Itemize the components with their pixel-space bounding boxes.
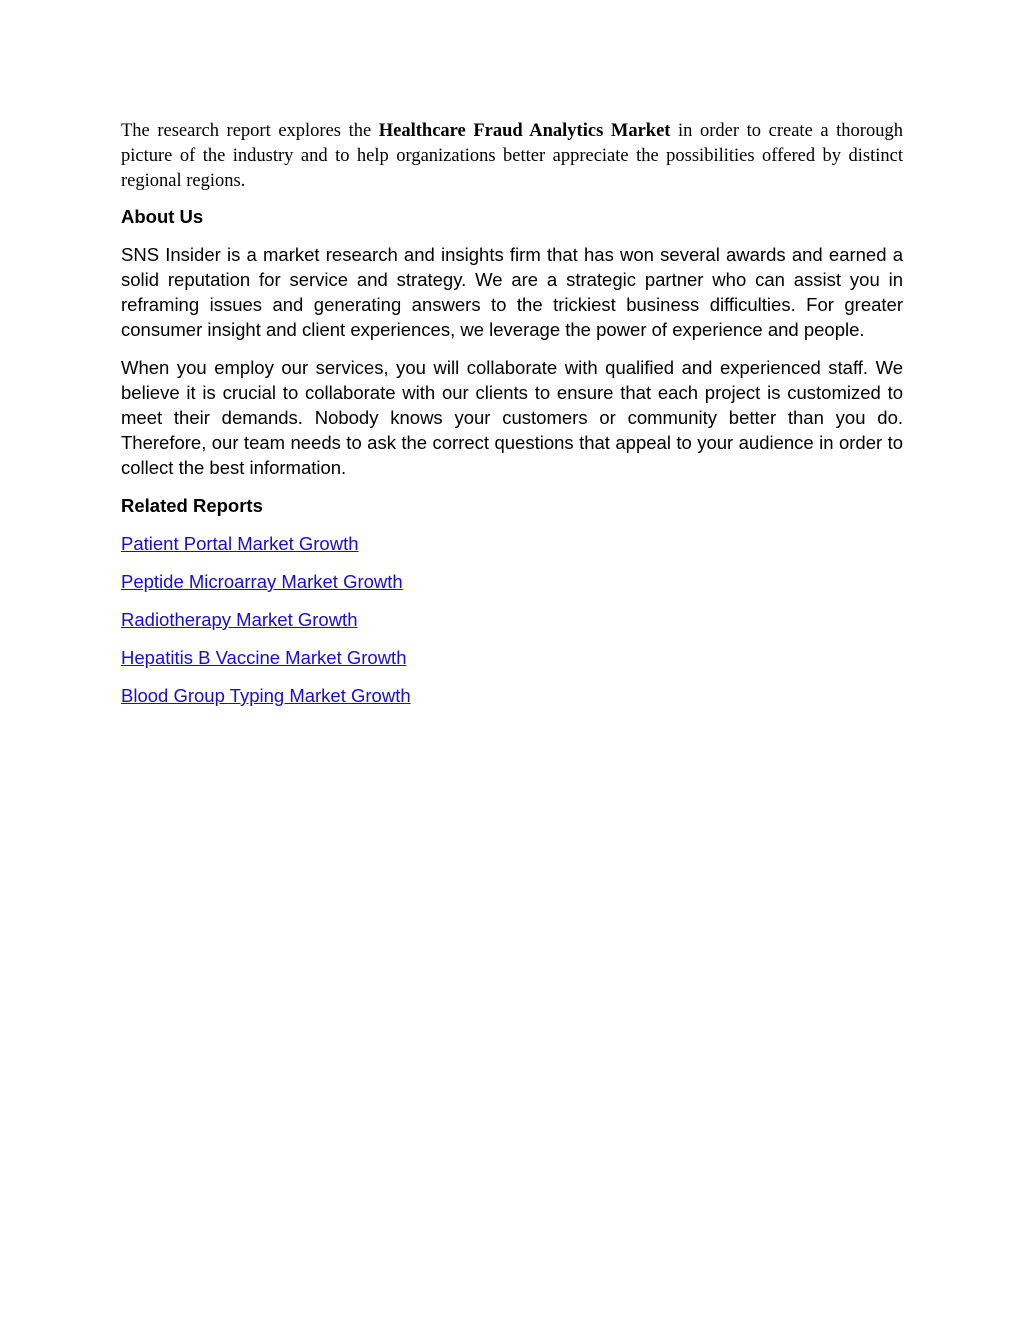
about-us-heading: About Us [121,206,204,227]
related-report-link-radiotherapy[interactable]: Radiotherapy Market Growth [121,609,358,630]
related-reports-list [121,531,903,708]
about-paragraph-1: SNS Insider is a market research and insights firm that has won several awards and earned a solid reputation for service and strategy. We are a strategic partner who can assist you in reframing issues and generating answers to the trickiest business difficulties. For greater consumer insight and client experiences, we leverage the power of experience and people. [121,244,903,340]
related-report-link-hepatitis-b-vaccine[interactable]: Hepatitis B Vaccine Market Growth [121,647,407,668]
about-paragraph-2: When you employ our services, you will collaborate with qualified and experienced staff. We believe it is crucial to collaborate with our clients to ensure that each project is customized to meet their demands. Nobody knows your customers or community better than you do. Therefore, our team needs to ask the correct questions that appeal to your audience in order to collect the best information. [121,357,903,478]
related-report-link-peptide-microarray[interactable]: Peptide Microarray Market Growth [121,571,403,592]
intro-highlight-market: Healthcare Fraud Analytics Market [378,121,671,141]
intro-paragraph [121,119,903,194]
related-report-link-blood-group-typing[interactable]: Blood Group Typing Market Growth [121,685,411,706]
intro-text-after: in order to create a thorough picture of the industry and to help organizations better appreciate the possibilities offered by distinct regional regions. [121,121,903,191]
related-reports-heading: Related Reports [121,495,263,516]
intro-text-before: The research report explores the [121,121,379,141]
related-report-link-patient-portal[interactable]: Patient Portal Market Growth [121,533,359,554]
document-page [121,119,903,721]
